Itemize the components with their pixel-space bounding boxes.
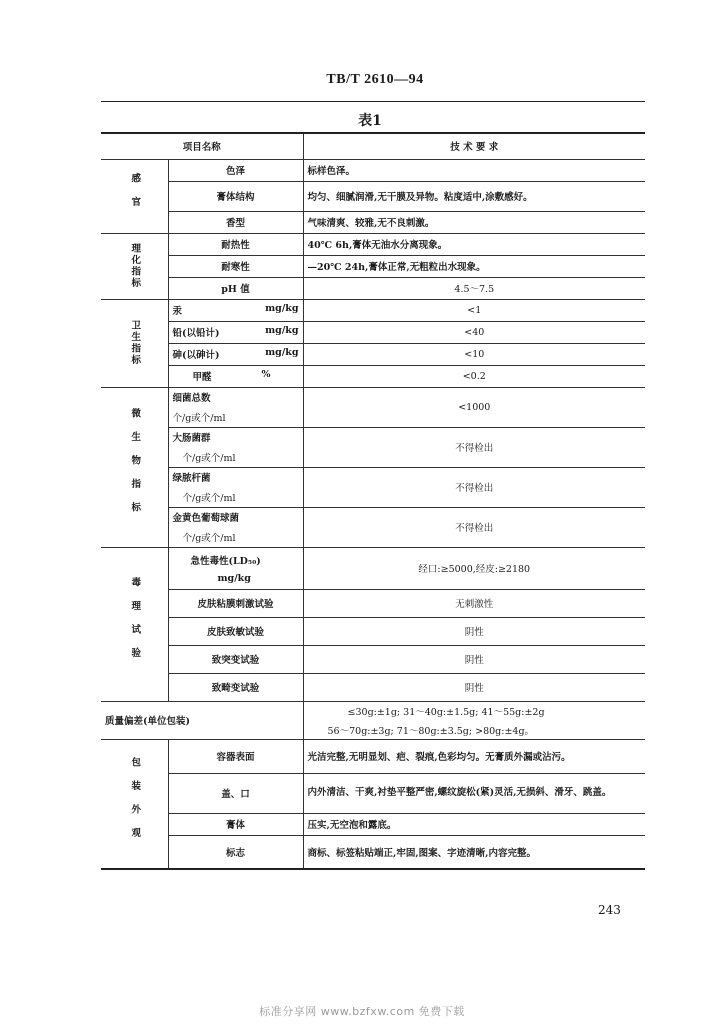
row-paste-req: 均匀、细腻润滑,无干膜及异物。粘度适中,涂敷感好。 [303,181,645,211]
row-as-name: 砷(以砷计) mg/kg [168,343,303,365]
table-row [101,321,645,343]
table-row [101,645,645,673]
row-sens-req: 阴性 [303,617,645,645]
row-terat-req: 阴性 [303,673,645,701]
page-number: 243 [598,903,621,917]
group-senses: 感官 [101,159,168,233]
table-row [101,427,645,467]
row-ph-name: pH 值 [168,277,303,299]
row-mut-name: 致突变试验 [168,645,303,673]
row-pseudo-req: 不得检出 [303,467,645,507]
row-cold-req: —20℃ 24h,膏体正常,无粗粒出水现象。 [303,255,645,277]
table-row [101,365,645,387]
row-hcho-req: <0.2 [303,365,645,387]
group-health: 卫生指标 [101,299,168,387]
standard-header: TB/T 2610—94 [326,72,424,87]
row-paste-name: 膏体结构 [168,181,303,211]
row-color-req: 标样色泽。 [303,159,645,181]
table-title: 表1 [358,113,382,129]
row-pb-name: 铅(以铅计) mg/kg [168,321,303,343]
table-row [101,159,645,181]
row-hg-req: <1 [303,299,645,321]
row-acute-name: 急性毒性(LD₅₀) mg/kg [168,547,303,589]
table-row [101,773,645,813]
row-bact-name: 细菌总数 个/g或个/ml [168,387,303,427]
row-label-name: 标志 [168,835,303,869]
table-row [101,739,645,773]
table-row [101,387,645,427]
group-micro: 微生物指标 [101,387,168,547]
table-row [101,211,645,233]
table-row [101,547,645,589]
row-aroma-name: 香型 [168,211,303,233]
row-label-req: 商标、标签粘贴端正,牢固,图案、字迹清晰,内容完整。 [303,835,645,869]
col-header-req: 技 术 要 求 [303,133,645,159]
row-bact-req: <1000 [303,387,645,427]
row-coli-name: 大肠菌群 个/g或个/ml [168,427,303,467]
row-sens-name: 皮肤致敏试验 [168,617,303,645]
row-acute-req: 经口:≥5000,经皮:≥2180 [303,547,645,589]
table-row [101,589,645,617]
row-staph-name: 金黄色葡萄球菌 个/g或个/ml [168,507,303,547]
row-color-name: 色泽 [168,159,303,181]
row-cold-name: 耐寒性 [168,255,303,277]
table-row [101,701,645,739]
table-row [101,277,645,299]
row-cap-req: 内外清洁、干爽,衬垫平整严密,螺纹旋松(紧)灵活,无损斜、滑牙、跳盖。 [303,773,645,813]
table-row [101,299,645,321]
table-row [101,617,645,645]
row-cap-name: 盖、口 [168,773,303,813]
row-weight-name: 质量偏差(单位包装) [101,701,303,739]
row-pseudo-name: 绿脓杆菌 个/g或个/ml [168,467,303,507]
table-row [101,673,645,701]
table-row [101,233,645,255]
row-mut-req: 阴性 [303,645,645,673]
group-pack: 包装外观 [101,739,168,869]
row-pb-req: <40 [303,321,645,343]
row-hcho-name: 甲醛 % [168,365,303,387]
row-heat-name: 耐热性 [168,233,303,255]
row-as-req: <10 [303,343,645,365]
table-row [101,507,645,547]
table-row [101,255,645,277]
col-header-name: 项目名称 [101,133,303,159]
row-heat-req: 40℃ 6h,膏体无油水分离现象。 [303,233,645,255]
row-ph-req: 4.5～7.5 [303,277,645,299]
row-aroma-req: 气味清爽、较雅,无不良刺激。 [303,211,645,233]
row-terat-name: 致畸变试验 [168,673,303,701]
row-staph-req: 不得检出 [303,507,645,547]
table-row [101,181,645,211]
row-skin-name: 皮肤粘膜刺激试验 [168,589,303,617]
table-row [101,343,645,365]
group-tox: 毒理试验 [101,547,168,701]
table-row [101,835,645,869]
row-weight-req: ≤30g:±1g; 31～40g:±1.5g; 41～55g:±2g 56～70g:±3g; 71～80g:±3.5g; >80g:±4g。 [303,701,645,739]
row-body-name: 膏体 [168,813,303,835]
row-skin-req: 无刺激性 [303,589,645,617]
row-container-name: 容器表面 [168,739,303,773]
row-hg-name: 汞 mg/kg [168,299,303,321]
table-row [101,813,645,835]
watermark-footer: 标准分享网 www.bzfxw.com 免费下载 [259,1005,465,1018]
spec-table [101,132,645,870]
table-header-row [101,133,645,159]
group-physchem: 理化指标 [101,233,168,299]
row-coli-req: 不得检出 [303,427,645,467]
header-rule [101,101,645,102]
table-row [101,467,645,507]
row-body-req: 压实,无空泡和露底。 [303,813,645,835]
row-container-req: 光洁完整,无明显划、疤、裂痕,色彩均匀。无膏质外漏或沾污。 [303,739,645,773]
